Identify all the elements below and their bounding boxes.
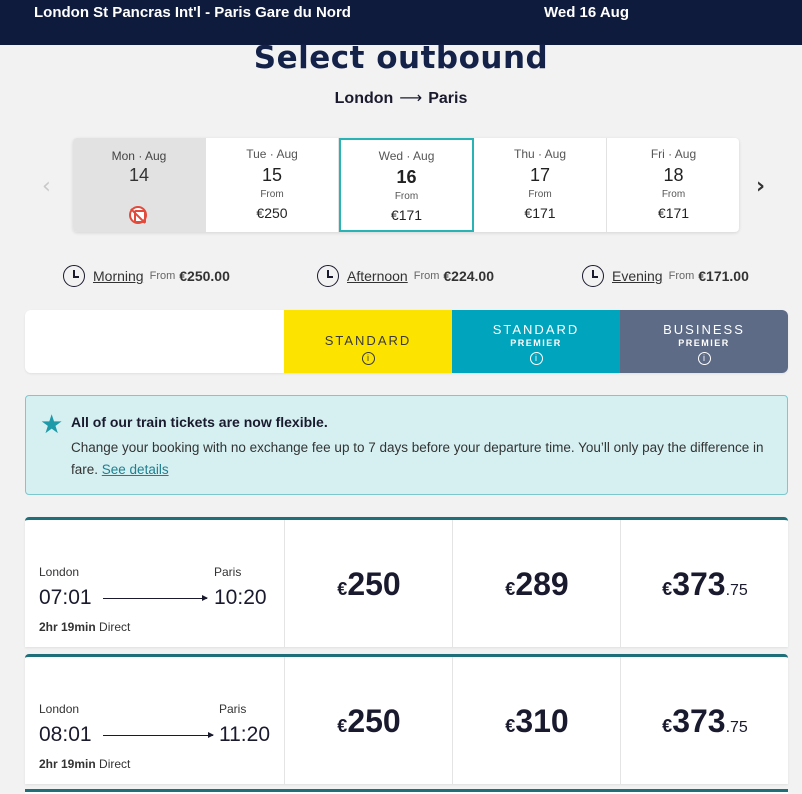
arrival-time: 10:20: [214, 586, 267, 609]
filter-label[interactable]: Afternoon: [347, 268, 408, 284]
departure-time: 07:01: [39, 586, 92, 609]
fare-whole: 289: [515, 566, 569, 602]
price-business-premier[interactable]: [620, 657, 788, 784]
filter-label[interactable]: Evening: [612, 268, 663, 284]
origin: London: [334, 90, 394, 107]
journey-info: [25, 657, 284, 784]
date-label: Tue · Aug: [246, 147, 298, 161]
fare-cents: .75: [725, 582, 748, 599]
currency-symbol: €: [662, 579, 673, 599]
arrival-time: 11:20: [219, 723, 270, 746]
date-from-label: From: [528, 189, 552, 200]
page-title: Select outbound: [253, 40, 549, 76]
journey-row: [25, 654, 788, 784]
class-header: [25, 310, 788, 373]
date-label: Wed · Aug: [378, 149, 435, 163]
journey-route: London St Pancras Int'l - Paris Gare du Nord: [34, 4, 351, 21]
duration: 2hr 19min: [39, 757, 96, 771]
fare-whole: 310: [515, 703, 569, 739]
duration: 2hr 19min: [39, 620, 96, 634]
price-standard-premier[interactable]: [452, 657, 620, 784]
date-card-fri-18[interactable]: [607, 138, 740, 232]
clock-icon: [317, 265, 339, 287]
info-icon[interactable]: i: [698, 352, 711, 365]
filter-evening[interactable]: [582, 264, 749, 288]
journey-duration: [39, 757, 130, 771]
fare-whole: 373: [672, 703, 726, 739]
class-standard: [284, 310, 452, 373]
arrival-station: Paris: [214, 565, 242, 579]
date-day: 16: [396, 167, 417, 187]
banner-text: [71, 437, 771, 481]
date-from-label: From: [394, 191, 419, 202]
journey-duration: [39, 620, 130, 634]
fare-price: [621, 566, 789, 603]
arrow-right-icon: ⟶: [399, 90, 423, 107]
class-sub: PREMIER: [678, 338, 730, 348]
see-details-link[interactable]: See details: [101, 462, 169, 477]
date-day: 15: [261, 165, 283, 185]
filter-price: €224.00: [443, 268, 494, 284]
fare-price: [621, 703, 789, 740]
class-name: BUSINESS: [663, 322, 745, 337]
date-card-wed-16[interactable]: [339, 138, 474, 232]
price-standard[interactable]: [284, 657, 452, 784]
currency-symbol: €: [337, 579, 348, 599]
chevron-left-icon[interactable]: ‹: [42, 174, 51, 199]
currency-symbol: €: [505, 579, 516, 599]
info-icon[interactable]: i: [530, 352, 543, 365]
filter-afternoon[interactable]: [317, 264, 494, 288]
class-business-premier: [620, 310, 788, 373]
filter-label[interactable]: Morning: [93, 268, 144, 284]
fare-price: [285, 566, 453, 603]
filter-price: €250.00: [179, 268, 230, 284]
flexible-tickets-banner: [25, 395, 788, 495]
date-from-label: From: [260, 189, 284, 200]
departure-time: 08:01: [39, 723, 92, 746]
price-standard[interactable]: [284, 520, 452, 647]
date-label: Mon · Aug: [111, 149, 167, 163]
date-label: Fri · Aug: [650, 147, 697, 161]
date-card-tue-15[interactable]: [206, 138, 339, 232]
date-card-thu-17[interactable]: [474, 138, 607, 232]
departure-station: London: [39, 702, 80, 716]
fare-price: [453, 566, 621, 603]
filter-from: From: [413, 270, 440, 282]
class-standard-premier: [452, 310, 620, 373]
arrival-station: Paris: [219, 702, 247, 716]
class-name: STANDARD: [492, 322, 580, 337]
price-business-premier[interactable]: [620, 520, 788, 647]
journey-type: Direct: [99, 757, 131, 771]
date-label: Thu · Aug: [513, 147, 567, 161]
date-price: €171: [657, 205, 690, 221]
fare-price: [453, 703, 621, 740]
journey-row-partial: [25, 789, 788, 794]
date-price: €250: [256, 205, 288, 221]
class-name: STANDARD: [324, 333, 412, 348]
date-day: 17: [529, 165, 551, 185]
banner-title: All of our train tickets are now flexible.: [71, 414, 328, 430]
top-bar: [0, 0, 802, 45]
filter-price: €171.00: [698, 268, 749, 284]
currency-symbol: €: [505, 716, 516, 736]
banner-body: Change your booking with no exchange fee up to 7 days before your departure time. You’ll only pay the difference in fare.: [71, 440, 764, 477]
journey-arrow: [103, 598, 207, 599]
date-carousel: [73, 138, 739, 232]
fare-cents: .75: [725, 719, 748, 736]
departure-station: London: [39, 565, 80, 579]
currency-symbol: €: [662, 716, 673, 736]
chevron-right-icon[interactable]: ›: [756, 174, 766, 199]
filter-from: From: [149, 270, 176, 282]
date-from-label: From: [661, 189, 686, 200]
currency-symbol: €: [337, 716, 348, 736]
info-icon[interactable]: i: [362, 352, 375, 365]
date-price: €171: [390, 207, 423, 223]
price-standard-premier[interactable]: [452, 520, 620, 647]
date-day: 14: [128, 165, 150, 185]
no-trains-icon: [129, 206, 147, 224]
filter-from: From: [668, 270, 695, 282]
fare-price: [285, 703, 453, 740]
fare-whole: 373: [672, 566, 726, 602]
filter-morning[interactable]: [63, 264, 230, 288]
journey-row: [25, 517, 788, 647]
date-day: 18: [663, 165, 684, 185]
date-price: €171: [524, 205, 556, 221]
clock-icon: [582, 265, 604, 287]
route-summary: [0, 88, 802, 108]
journey-info: [25, 520, 284, 647]
fare-whole: 250: [347, 566, 401, 602]
journey-type: Direct: [99, 620, 131, 634]
destination: Paris: [428, 90, 468, 107]
fare-whole: 250: [347, 703, 401, 739]
journey-date: Wed 16 Aug: [544, 4, 630, 21]
journey-arrow: [103, 735, 213, 736]
clock-icon: [63, 265, 85, 287]
class-sub: PREMIER: [510, 338, 562, 348]
star-icon: ★: [40, 410, 64, 440]
date-card-mon-14: [73, 138, 206, 232]
